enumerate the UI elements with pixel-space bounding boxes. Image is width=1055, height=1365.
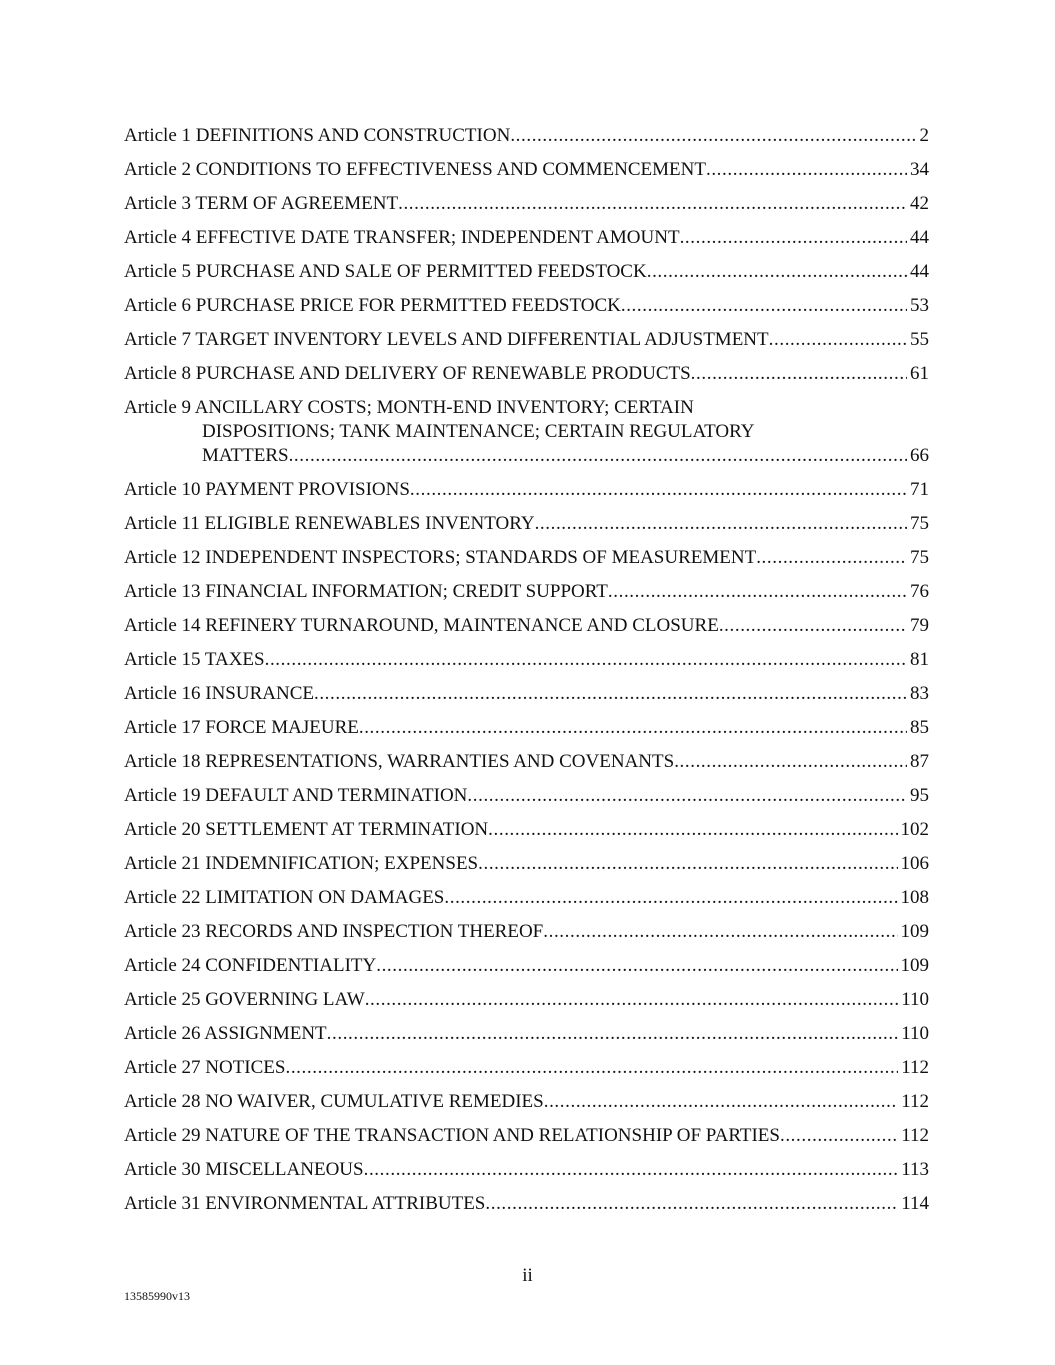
toc-entry-title: Article 1 DEFINITIONS AND CONSTRUCTION bbox=[124, 125, 511, 146]
toc-entry-title: Article 25 GOVERNING LAW bbox=[124, 989, 365, 1010]
toc-entry-page: 112 bbox=[901, 1125, 929, 1146]
dot-leader bbox=[485, 1192, 898, 1216]
toc-entry-page: 102 bbox=[900, 819, 929, 840]
toc-entry-page: 71 bbox=[910, 479, 929, 500]
toc-entry-title: MATTERS bbox=[202, 445, 289, 466]
toc-entry-page: 108 bbox=[900, 887, 929, 908]
dot-leader bbox=[647, 260, 907, 284]
toc-entry-title: Article 2 CONDITIONS TO EFFECTIVENESS AND COMMENCEMENT bbox=[124, 159, 706, 180]
toc-entry-page: 110 bbox=[901, 989, 929, 1010]
toc-entry-page: 95 bbox=[910, 785, 929, 806]
toc-entry[interactable] bbox=[124, 648, 929, 672]
dot-leader bbox=[706, 158, 907, 182]
toc-entry-line bbox=[124, 1090, 929, 1114]
toc-entry-line bbox=[124, 920, 929, 944]
toc-entry-page: 112 bbox=[901, 1091, 929, 1112]
page-number: ii bbox=[522, 1265, 533, 1286]
dot-leader bbox=[398, 192, 907, 216]
toc-entry-line bbox=[124, 852, 929, 876]
toc-entry-title: Article 17 FORCE MAJEURE bbox=[124, 717, 359, 738]
toc-entry-title: Article 12 INDEPENDENT INSPECTORS; STANDARDS OF MEASUREMENT bbox=[124, 547, 757, 568]
toc-entry-page: 81 bbox=[910, 649, 929, 670]
toc-entry-line bbox=[124, 226, 929, 250]
dot-leader bbox=[621, 294, 907, 318]
toc-entry[interactable] bbox=[124, 818, 929, 842]
toc-entry-title: DISPOSITIONS; TANK MAINTENANCE; CERTAIN REGULATORY bbox=[202, 421, 755, 442]
toc-entry-line bbox=[124, 648, 929, 672]
toc-entry-title: Article 24 CONFIDENTIALITY bbox=[124, 955, 377, 976]
toc-entry-line bbox=[124, 192, 929, 216]
dot-leader bbox=[478, 852, 897, 876]
toc-entry[interactable] bbox=[124, 512, 929, 536]
toc-entry-line bbox=[124, 328, 929, 352]
toc-entry-line bbox=[124, 1192, 929, 1216]
toc-entry-title: Article 26 ASSIGNMENT bbox=[124, 1023, 327, 1044]
toc-entry-page: 42 bbox=[910, 193, 929, 214]
dot-leader bbox=[769, 328, 907, 352]
toc-entry-line bbox=[124, 682, 929, 706]
toc-entry[interactable] bbox=[124, 192, 929, 216]
toc-entry-title: Article 29 NATURE OF THE TRANSACTION AND RELATIONSHIP OF PARTIES bbox=[124, 1125, 780, 1146]
toc-entry[interactable] bbox=[124, 294, 929, 318]
toc-entry[interactable] bbox=[124, 396, 929, 468]
toc-entry[interactable] bbox=[124, 954, 929, 978]
toc-entry-title: Article 3 TERM OF AGREEMENT bbox=[124, 193, 399, 214]
toc-entry-title: Article 19 DEFAULT AND TERMINATION bbox=[124, 785, 468, 806]
toc-entry-title: Article 6 PURCHASE PRICE FOR PERMITTED FEEDSTOCK bbox=[124, 295, 621, 316]
toc-entry-title: Article 5 PURCHASE AND SALE OF PERMITTED FEEDSTOCK bbox=[124, 261, 647, 282]
toc-entry-line bbox=[124, 614, 929, 638]
toc-entry-line bbox=[124, 954, 929, 978]
document-id: 13585990v13 bbox=[124, 1289, 190, 1303]
toc-entry-title: Article 14 REFINERY TURNAROUND, MAINTENANCE AND CLOSURE bbox=[124, 615, 719, 636]
dot-leader bbox=[265, 648, 907, 672]
toc-entry[interactable] bbox=[124, 852, 929, 876]
toc-entry-line bbox=[124, 580, 929, 604]
toc-entry-title: Article 10 PAYMENT PROVISIONS bbox=[124, 479, 410, 500]
toc-entry-line bbox=[124, 716, 929, 740]
toc-entry-page: 109 bbox=[900, 955, 929, 976]
toc-entry[interactable] bbox=[124, 1090, 929, 1114]
toc-entry-page: 110 bbox=[901, 1023, 929, 1044]
toc-entry[interactable] bbox=[124, 682, 929, 706]
dot-leader bbox=[674, 750, 907, 774]
toc-entry-page: 114 bbox=[901, 1193, 929, 1214]
dot-leader bbox=[314, 682, 907, 706]
toc-entry-title: Article 11 ELIGIBLE RENEWABLES INVENTORY bbox=[124, 513, 535, 534]
toc-entry[interactable] bbox=[124, 614, 929, 638]
toc-entry[interactable] bbox=[124, 124, 929, 148]
dot-leader bbox=[691, 362, 907, 386]
toc-entry-line bbox=[124, 784, 929, 808]
toc-entry-line bbox=[124, 294, 929, 318]
toc-entry-title: Article 31 ENVIRONMENTAL ATTRIBUTES bbox=[124, 1193, 486, 1214]
toc-entry-title: Article 18 REPRESENTATIONS, WARRANTIES AND COVENANTS bbox=[124, 751, 675, 772]
toc-entry-title: Article 9 ANCILLARY COSTS; MONTH-END INVENTORY; CERTAIN bbox=[124, 397, 694, 418]
toc-entry-title: Article 21 INDEMNIFICATION; EXPENSES bbox=[124, 853, 479, 874]
toc-entry-line bbox=[124, 396, 929, 420]
toc-entry-page: 44 bbox=[910, 261, 929, 282]
toc-entry-line bbox=[124, 420, 929, 444]
toc-entry-line bbox=[124, 362, 929, 386]
toc-entry-line bbox=[124, 1056, 929, 1080]
dot-leader bbox=[410, 478, 907, 502]
toc-entry-page: 53 bbox=[910, 295, 929, 316]
dot-leader bbox=[719, 614, 907, 638]
toc-entry[interactable] bbox=[124, 1056, 929, 1080]
toc-entry-page: 2 bbox=[919, 125, 929, 146]
toc-entry-line bbox=[124, 1158, 929, 1182]
toc-entry-page: 75 bbox=[910, 547, 929, 568]
dot-leader bbox=[364, 1158, 899, 1182]
toc-entry-page: 44 bbox=[910, 227, 929, 248]
toc-entry-line bbox=[124, 988, 929, 1012]
toc-entry-page: 79 bbox=[910, 615, 929, 636]
toc-entry[interactable] bbox=[124, 1124, 929, 1148]
toc-entry[interactable] bbox=[124, 328, 929, 352]
toc-entry[interactable] bbox=[124, 1192, 929, 1216]
toc-entry[interactable] bbox=[124, 362, 929, 386]
toc-entry-line bbox=[124, 124, 929, 148]
toc-entry-title: Article 22 LIMITATION ON DAMAGES bbox=[124, 887, 445, 908]
table-of-contents bbox=[124, 124, 929, 1226]
toc-entry[interactable] bbox=[124, 920, 929, 944]
toc-entry[interactable] bbox=[124, 1022, 929, 1046]
toc-entry-title: Article 16 INSURANCE bbox=[124, 683, 314, 704]
toc-entry[interactable] bbox=[124, 750, 929, 774]
toc-entry-title: Article 8 PURCHASE AND DELIVERY OF RENEWABLE PRODUCTS bbox=[124, 363, 691, 384]
toc-entry-title: Article 27 NOTICES bbox=[124, 1057, 286, 1078]
toc-entry-title: Article 28 NO WAIVER, CUMULATIVE REMEDIES bbox=[124, 1091, 544, 1112]
toc-entry-line bbox=[124, 818, 929, 842]
dot-leader bbox=[608, 580, 907, 604]
toc-entry[interactable] bbox=[124, 580, 929, 604]
dot-leader bbox=[285, 1056, 898, 1080]
toc-entry[interactable] bbox=[124, 988, 929, 1012]
toc-entry-title: Article 20 SETTLEMENT AT TERMINATION bbox=[124, 819, 489, 840]
toc-entry-title: Article 4 EFFECTIVE DATE TRANSFER; INDEPENDENT AMOUNT bbox=[124, 227, 680, 248]
toc-entry-page: 66 bbox=[910, 445, 929, 466]
dot-leader bbox=[359, 716, 907, 740]
toc-entry-page: 109 bbox=[900, 921, 929, 942]
toc-entry[interactable] bbox=[124, 260, 929, 284]
toc-entry-page: 55 bbox=[910, 329, 929, 350]
toc-entry-title: Article 7 TARGET INVENTORY LEVELS AND DIFFERENTIAL ADJUSTMENT bbox=[124, 329, 769, 350]
toc-entry-page: 34 bbox=[910, 159, 929, 180]
toc-entry[interactable] bbox=[124, 226, 929, 250]
dot-leader bbox=[510, 124, 916, 148]
toc-entry-line bbox=[124, 158, 929, 182]
dot-leader bbox=[444, 886, 897, 910]
toc-entry-title: Article 23 RECORDS AND INSPECTION THEREOF bbox=[124, 921, 544, 942]
toc-entry[interactable] bbox=[124, 546, 929, 570]
toc-entry-line bbox=[124, 546, 929, 570]
toc-entry-line bbox=[124, 512, 929, 536]
dot-leader bbox=[680, 226, 907, 250]
dot-leader bbox=[467, 784, 907, 808]
toc-entry-page: 112 bbox=[901, 1057, 929, 1078]
dot-leader bbox=[544, 1090, 898, 1114]
toc-entry-line bbox=[124, 1124, 929, 1148]
toc-entry-page: 83 bbox=[910, 683, 929, 704]
dot-leader bbox=[756, 546, 907, 570]
toc-entry[interactable] bbox=[124, 1158, 929, 1182]
toc-entry-line bbox=[124, 750, 929, 774]
toc-entry-page: 87 bbox=[910, 751, 929, 772]
toc-entry-line bbox=[124, 260, 929, 284]
toc-entry-page: 113 bbox=[901, 1159, 929, 1180]
toc-entry[interactable] bbox=[124, 158, 929, 182]
toc-entry-line bbox=[124, 1022, 929, 1046]
toc-entry[interactable] bbox=[124, 478, 929, 502]
dot-leader bbox=[327, 1022, 899, 1046]
toc-entry-title: Article 13 FINANCIAL INFORMATION; CREDIT SUPPORT bbox=[124, 581, 608, 602]
dot-leader bbox=[543, 920, 897, 944]
toc-entry-page: 75 bbox=[910, 513, 929, 534]
toc-entry-title: Article 15 TAXES bbox=[124, 649, 265, 670]
toc-entry[interactable] bbox=[124, 784, 929, 808]
toc-entry-page: 85 bbox=[910, 717, 929, 738]
toc-entry-line bbox=[124, 886, 929, 910]
toc-entry-page: 76 bbox=[910, 581, 929, 602]
dot-leader bbox=[376, 954, 897, 978]
toc-entry-line bbox=[124, 444, 929, 468]
toc-entry-page: 106 bbox=[900, 853, 929, 874]
dot-leader bbox=[780, 1124, 898, 1148]
dot-leader bbox=[535, 512, 907, 536]
toc-entry[interactable] bbox=[124, 716, 929, 740]
dot-leader bbox=[289, 444, 907, 468]
toc-entry-page: 61 bbox=[910, 363, 929, 384]
dot-leader bbox=[365, 988, 899, 1012]
dot-leader bbox=[488, 818, 897, 842]
toc-entry[interactable] bbox=[124, 886, 929, 910]
toc-entry-line bbox=[124, 478, 929, 502]
toc-entry-title: Article 30 MISCELLANEOUS bbox=[124, 1159, 364, 1180]
